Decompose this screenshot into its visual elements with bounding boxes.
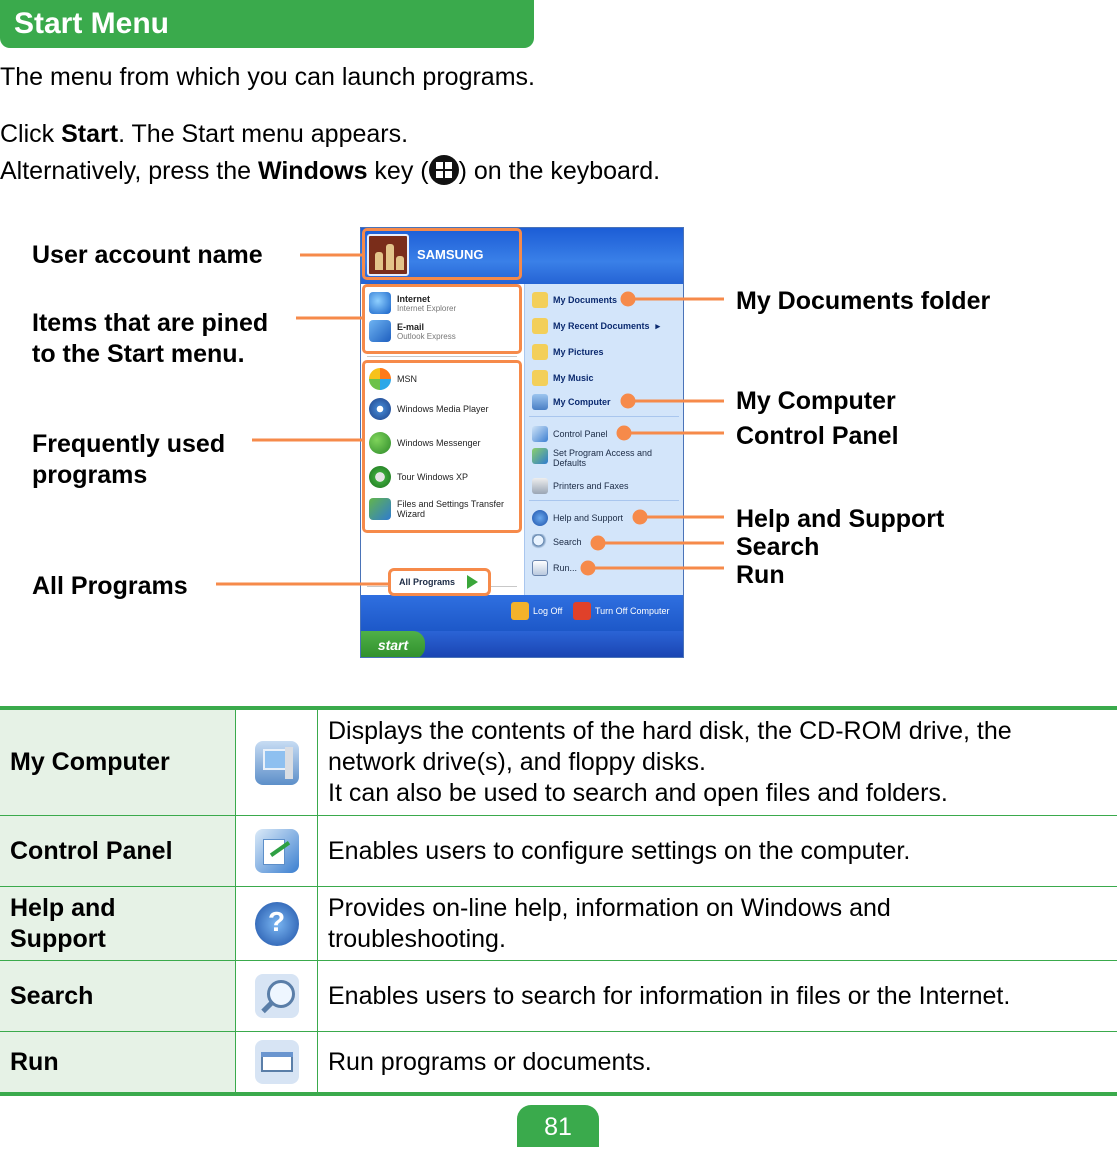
row-icon-cell: [236, 1032, 318, 1092]
callout-dot-search: [592, 537, 604, 549]
search-icon: [255, 974, 299, 1018]
callout-dot-run: [582, 562, 594, 574]
frequent-messenger[interactable]: Windows Messenger: [369, 432, 481, 454]
right-my-music[interactable]: My Music: [532, 370, 594, 386]
table-row: [0, 816, 1117, 887]
label-my-computer: My Computer: [736, 387, 896, 415]
right-control-panel[interactable]: Control Panel: [532, 426, 608, 442]
table-row: [0, 1032, 1117, 1092]
help-icon: ?: [255, 902, 299, 946]
start-button[interactable]: start: [361, 631, 425, 658]
frequent-msn[interactable]: MSN: [369, 368, 417, 390]
label-frequent-line1: Frequently used: [32, 430, 226, 458]
right-program-access[interactable]: Set Program Access and Defaults: [532, 448, 652, 468]
row-icon-cell: [236, 816, 318, 886]
callout-dot-help-support: [634, 511, 646, 523]
right-printers[interactable]: Printers and Faxes: [532, 478, 629, 494]
row-icon-cell: [236, 961, 318, 1031]
row-icon-cell: [236, 710, 318, 815]
section-title: Start Menu: [14, 7, 170, 40]
table-row: [0, 961, 1117, 1032]
submenu-arrow-icon: ▸: [655, 320, 661, 331]
right-search[interactable]: Search: [532, 534, 582, 550]
callout-dot-my-computer: [622, 395, 634, 407]
label-user-account: User account name: [32, 241, 263, 269]
callout-dot-my-documents: [622, 293, 634, 305]
row-description: Displays the contents of the hard disk, the CD-ROM drive, the network drive(s), and floppy disks. It can also be used to search and open files and folders.: [328, 717, 1012, 807]
windows-keyword: Windows: [257, 157, 368, 185]
pinned-email[interactable]: E-mail Outlook Express: [369, 320, 456, 342]
label-pinned-line1: Items that are pined: [32, 309, 269, 337]
label-search: Search: [736, 533, 820, 561]
control-panel-icon: [255, 829, 299, 873]
right-my-pictures[interactable]: My Pictures: [532, 344, 604, 360]
all-programs-button[interactable]: All Programs: [388, 568, 491, 596]
start-keyword: Start: [61, 120, 119, 148]
callout-dot-control-panel: [618, 427, 630, 439]
frequent-media-player[interactable]: Windows Media Player: [369, 398, 489, 420]
right-help-support[interactable]: Help and Support: [532, 510, 623, 526]
row-description: Enables users to search for information in files or the Internet.: [328, 981, 1011, 1010]
page-number: 81: [517, 1105, 599, 1147]
label-help-support: Help and Support: [736, 505, 945, 533]
row-icon-cell: [236, 887, 318, 960]
right-my-computer[interactable]: My Computer: [532, 394, 611, 410]
computer-icon: [255, 741, 299, 785]
row-description: Enables users to configure settings on the computer.: [328, 836, 911, 865]
right-my-documents[interactable]: My Documents: [532, 292, 617, 308]
user-name: SAMSUNG: [417, 247, 484, 262]
frequent-transfer-wizard[interactable]: Files and Settings Transfer Wizard: [369, 498, 504, 520]
intro-click-line: Click Start. The Start menu appears.: [0, 120, 409, 148]
label-my-documents: My Documents folder: [736, 287, 991, 315]
label-control-panel: Control Panel: [736, 422, 899, 450]
label-all-programs: All Programs: [32, 572, 188, 600]
pinned-internet[interactable]: Internet Internet Explorer: [369, 292, 456, 314]
feature-table: [0, 706, 1117, 1096]
row-name: My Computer: [0, 710, 236, 815]
row-name: Help and Support: [0, 887, 236, 960]
turn-off-button[interactable]: Turn Off Computer: [573, 602, 670, 620]
row-name: Search: [0, 961, 236, 1031]
row-description: Provides on-line help, information on Windows and troubleshooting.: [328, 893, 891, 953]
log-off-button[interactable]: Log Off: [511, 602, 562, 620]
table-row: [0, 710, 1117, 816]
label-run: Run: [736, 561, 785, 589]
intro-alt-line: Alternatively, press the Windows key ( ) on the keyboard.: [0, 157, 661, 185]
intro-description: The menu from which you can launch programs.: [0, 63, 535, 91]
row-name: Run: [0, 1032, 236, 1092]
right-run[interactable]: Run...: [532, 560, 577, 576]
row-description: Run programs or documents.: [328, 1047, 652, 1076]
label-frequent-line2: programs: [32, 461, 148, 489]
frequent-tour[interactable]: Tour Windows XP: [369, 466, 468, 488]
label-pinned-line2: to the Start menu.: [32, 340, 245, 368]
table-row: [0, 887, 1117, 961]
row-name: Control Panel: [0, 816, 236, 886]
right-recent-documents[interactable]: My Recent Documents ▸: [532, 318, 660, 334]
run-icon: [255, 1040, 299, 1084]
